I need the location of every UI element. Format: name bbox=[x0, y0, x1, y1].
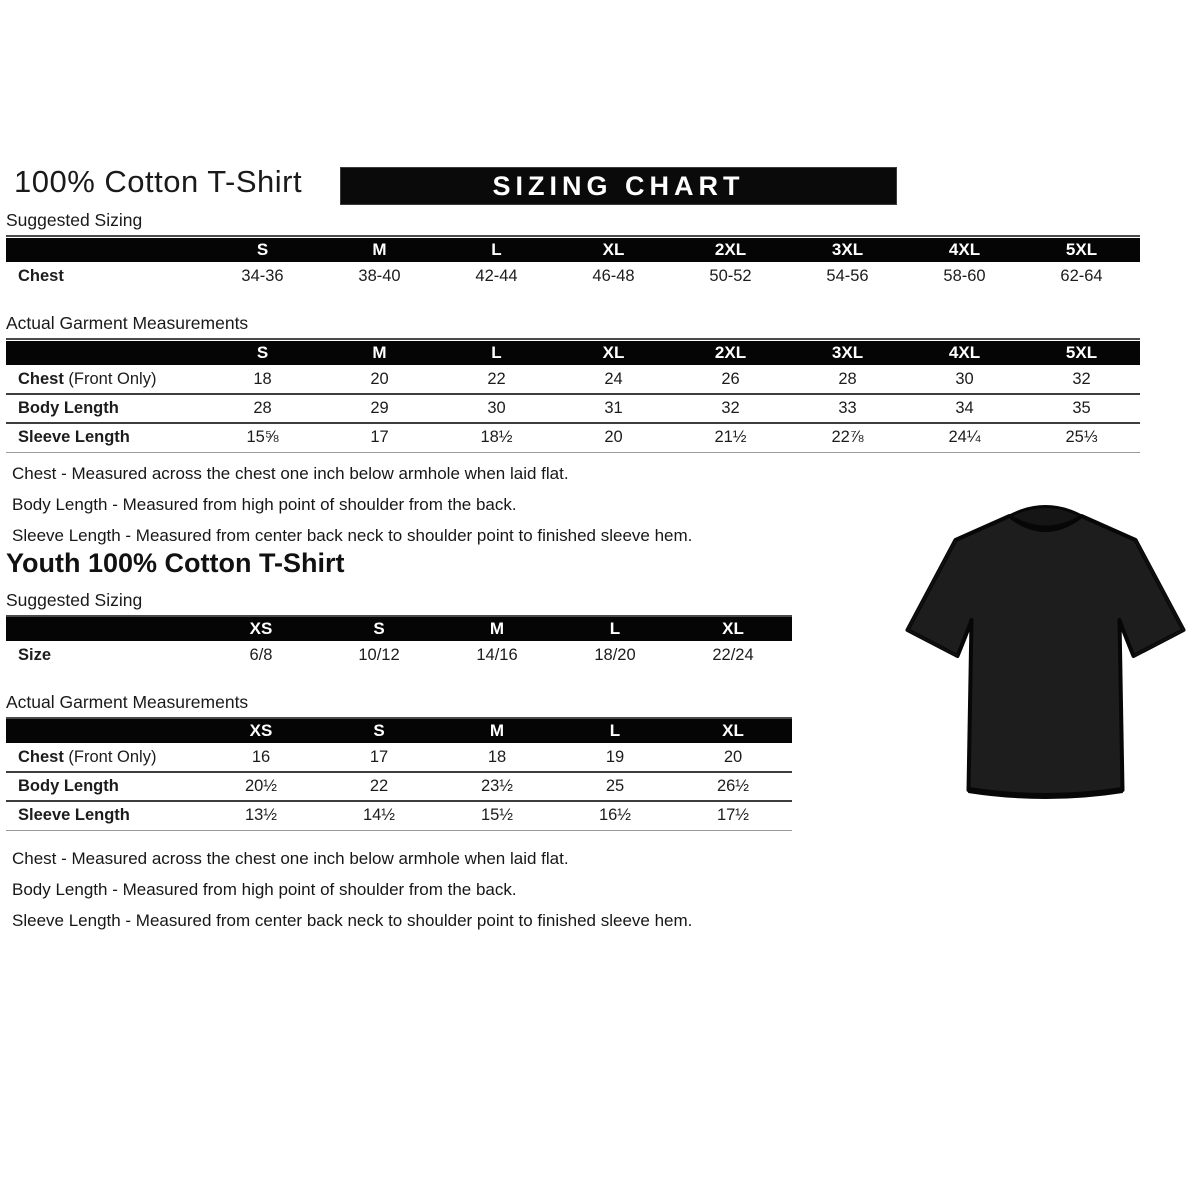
table-cell: 21½ bbox=[672, 423, 789, 452]
table-header-row bbox=[6, 341, 1140, 365]
note-body-length: Body Length - Measured from high point of shoulder from the back. bbox=[12, 495, 517, 514]
table-cell: 6/8 bbox=[249, 646, 273, 664]
black-tshirt-image bbox=[893, 480, 1198, 810]
size-column-header: M bbox=[321, 341, 438, 365]
size-column-header: 3XL bbox=[789, 238, 906, 262]
size-column-header: 3XL bbox=[789, 341, 906, 365]
table-cell: 17 bbox=[369, 747, 389, 766]
youth-measurement-notes bbox=[12, 843, 692, 936]
table-row-chest bbox=[6, 262, 1140, 291]
table-cell: 32 bbox=[672, 394, 789, 423]
table-cell: 58-60 bbox=[943, 267, 986, 285]
table-cell: 13½ bbox=[202, 801, 320, 830]
table-cell: 20 bbox=[370, 369, 389, 388]
row-label: Body Length bbox=[6, 394, 204, 423]
table-corner-cell bbox=[6, 719, 202, 743]
adult-suggested-sizing-heading: Suggested Sizing bbox=[6, 210, 1140, 237]
table-cell: 20 bbox=[723, 747, 743, 766]
youth-measurements-table bbox=[6, 719, 792, 831]
size-column-header: S bbox=[204, 238, 321, 262]
size-column-header: XL bbox=[674, 719, 792, 743]
size-column-header: XS bbox=[202, 719, 320, 743]
row-label: Sleeve Length bbox=[6, 423, 204, 452]
table-cell: 16½ bbox=[556, 801, 674, 830]
row-label: Sleeve Length bbox=[6, 801, 202, 830]
note-chest: Chest - Measured across the chest one inch below armhole when laid flat. bbox=[12, 464, 569, 483]
size-column-header: S bbox=[320, 719, 438, 743]
table-row-body-length bbox=[6, 772, 792, 801]
size-column-header: 2XL bbox=[672, 341, 789, 365]
table-row-chest bbox=[6, 365, 1140, 394]
size-column-header: XL bbox=[555, 238, 672, 262]
table-cell: 22⅞ bbox=[789, 423, 906, 452]
adult-measurements-heading: Actual Garment Measurements bbox=[6, 313, 1140, 340]
table-cell: 31 bbox=[555, 394, 672, 423]
table-cell: 35 bbox=[1023, 394, 1140, 423]
size-column-header: 5XL bbox=[1023, 341, 1140, 365]
sizing-chart-banner-label: SIZING CHART bbox=[492, 170, 745, 201]
size-column-header: S bbox=[204, 341, 321, 365]
table-cell: 25 bbox=[556, 772, 674, 801]
youth-suggested-sizing-heading: Suggested Sizing bbox=[6, 590, 792, 617]
adult-suggested-sizing-table bbox=[6, 238, 1140, 291]
table-cell: 18 bbox=[487, 747, 507, 766]
table-cell: 30 bbox=[438, 394, 555, 423]
note-sleeve-length: Sleeve Length - Measured from center back neck to shoulder point to finished sleeve hem. bbox=[12, 911, 693, 930]
size-column-header: L bbox=[438, 238, 555, 262]
tshirt-icon bbox=[893, 480, 1198, 810]
size-column-header: L bbox=[438, 341, 555, 365]
row-label bbox=[6, 743, 202, 772]
table-cell: 25⅓ bbox=[1023, 423, 1140, 452]
table-cell: 18 bbox=[253, 369, 272, 388]
size-column-header: M bbox=[438, 617, 556, 641]
table-cell: 20½ bbox=[202, 772, 320, 801]
row-label: Body Length bbox=[6, 772, 202, 801]
row-label: Size bbox=[18, 646, 52, 664]
size-column-header: 5XL bbox=[1023, 238, 1140, 262]
youth-suggested-sizing-table bbox=[6, 617, 792, 670]
size-column-header: M bbox=[321, 238, 438, 262]
table-row-body-length bbox=[6, 394, 1140, 423]
table-cell: 24¼ bbox=[906, 423, 1023, 452]
table-cell: 16 bbox=[251, 747, 271, 766]
table-cell: 15½ bbox=[438, 801, 556, 830]
note-body-length: Body Length - Measured from high point of shoulder from the back. bbox=[12, 880, 517, 899]
table-cell: 15⅝ bbox=[204, 423, 321, 452]
size-column-header: L bbox=[556, 617, 674, 641]
note-sleeve-length: Sleeve Length - Measured from center back neck to shoulder point to finished sleeve hem. bbox=[12, 526, 693, 545]
table-cell: 42-44 bbox=[475, 267, 518, 285]
adult-measurements-table bbox=[6, 341, 1140, 453]
table-cell: 50-52 bbox=[709, 267, 752, 285]
size-column-header: 4XL bbox=[906, 341, 1023, 365]
table-cell: 22 bbox=[320, 772, 438, 801]
row-label-main: Chest bbox=[18, 369, 64, 388]
size-column-header: L bbox=[556, 719, 674, 743]
table-row-size bbox=[6, 641, 792, 670]
table-row-chest bbox=[6, 743, 792, 772]
table-cell: 38-40 bbox=[358, 267, 401, 285]
size-column-header: 2XL bbox=[672, 238, 789, 262]
table-row-sleeve-length bbox=[6, 423, 1140, 452]
youth-section-title: Youth 100% Cotton T-Shirt bbox=[6, 548, 345, 578]
table-cell: 34 bbox=[906, 394, 1023, 423]
table-cell: 33 bbox=[789, 394, 906, 423]
table-cell: 20 bbox=[555, 423, 672, 452]
table-cell: 19 bbox=[605, 747, 625, 766]
table-cell: 26½ bbox=[674, 772, 792, 801]
table-cell: 26 bbox=[721, 369, 740, 388]
row-label-note: (Front Only) bbox=[63, 747, 157, 766]
row-label: Chest bbox=[18, 267, 64, 285]
table-cell: 14/16 bbox=[476, 646, 518, 664]
table-cell: 22/24 bbox=[712, 646, 754, 664]
size-column-header: XL bbox=[674, 617, 792, 641]
size-column-header: M bbox=[438, 719, 556, 743]
table-cell: 17½ bbox=[674, 801, 792, 830]
table-cell: 23½ bbox=[438, 772, 556, 801]
table-header-row bbox=[6, 719, 792, 743]
table-cell: 54-56 bbox=[826, 267, 869, 285]
sizing-chart-banner bbox=[340, 167, 897, 205]
adult-measurement-notes bbox=[12, 458, 692, 551]
table-cell: 24 bbox=[604, 369, 623, 388]
adult-section-title: 100% Cotton T-Shirt bbox=[14, 164, 303, 199]
table-cell: 22 bbox=[487, 369, 506, 388]
table-cell: 46-48 bbox=[592, 267, 635, 285]
table-row-sleeve-length bbox=[6, 801, 792, 830]
table-cell: 34-36 bbox=[241, 267, 284, 285]
table-cell: 10/12 bbox=[358, 646, 400, 664]
size-column-header: S bbox=[320, 617, 438, 641]
table-corner-cell bbox=[6, 238, 204, 262]
table-cell: 28 bbox=[204, 394, 321, 423]
table-cell: 32 bbox=[1072, 369, 1091, 388]
table-corner-cell bbox=[6, 617, 202, 641]
youth-measurements-heading: Actual Garment Measurements bbox=[6, 692, 792, 719]
table-corner-cell bbox=[6, 341, 204, 365]
table-header-row bbox=[6, 238, 1140, 262]
table-header-row bbox=[6, 617, 792, 641]
size-column-header: XL bbox=[555, 341, 672, 365]
table-cell: 30 bbox=[955, 369, 974, 388]
table-cell: 62-64 bbox=[1060, 267, 1103, 285]
table-cell: 18/20 bbox=[594, 646, 636, 664]
size-column-header: 4XL bbox=[906, 238, 1023, 262]
row-label-main: Chest bbox=[18, 747, 64, 766]
table-cell: 14½ bbox=[320, 801, 438, 830]
table-cell: 28 bbox=[838, 369, 857, 388]
table-cell: 17 bbox=[321, 423, 438, 452]
table-cell: 18½ bbox=[438, 423, 555, 452]
row-label-note: (Front Only) bbox=[63, 369, 157, 388]
table-cell: 29 bbox=[321, 394, 438, 423]
size-column-header: XS bbox=[202, 617, 320, 641]
row-label bbox=[6, 365, 204, 394]
note-chest: Chest - Measured across the chest one inch below armhole when laid flat. bbox=[12, 849, 569, 868]
